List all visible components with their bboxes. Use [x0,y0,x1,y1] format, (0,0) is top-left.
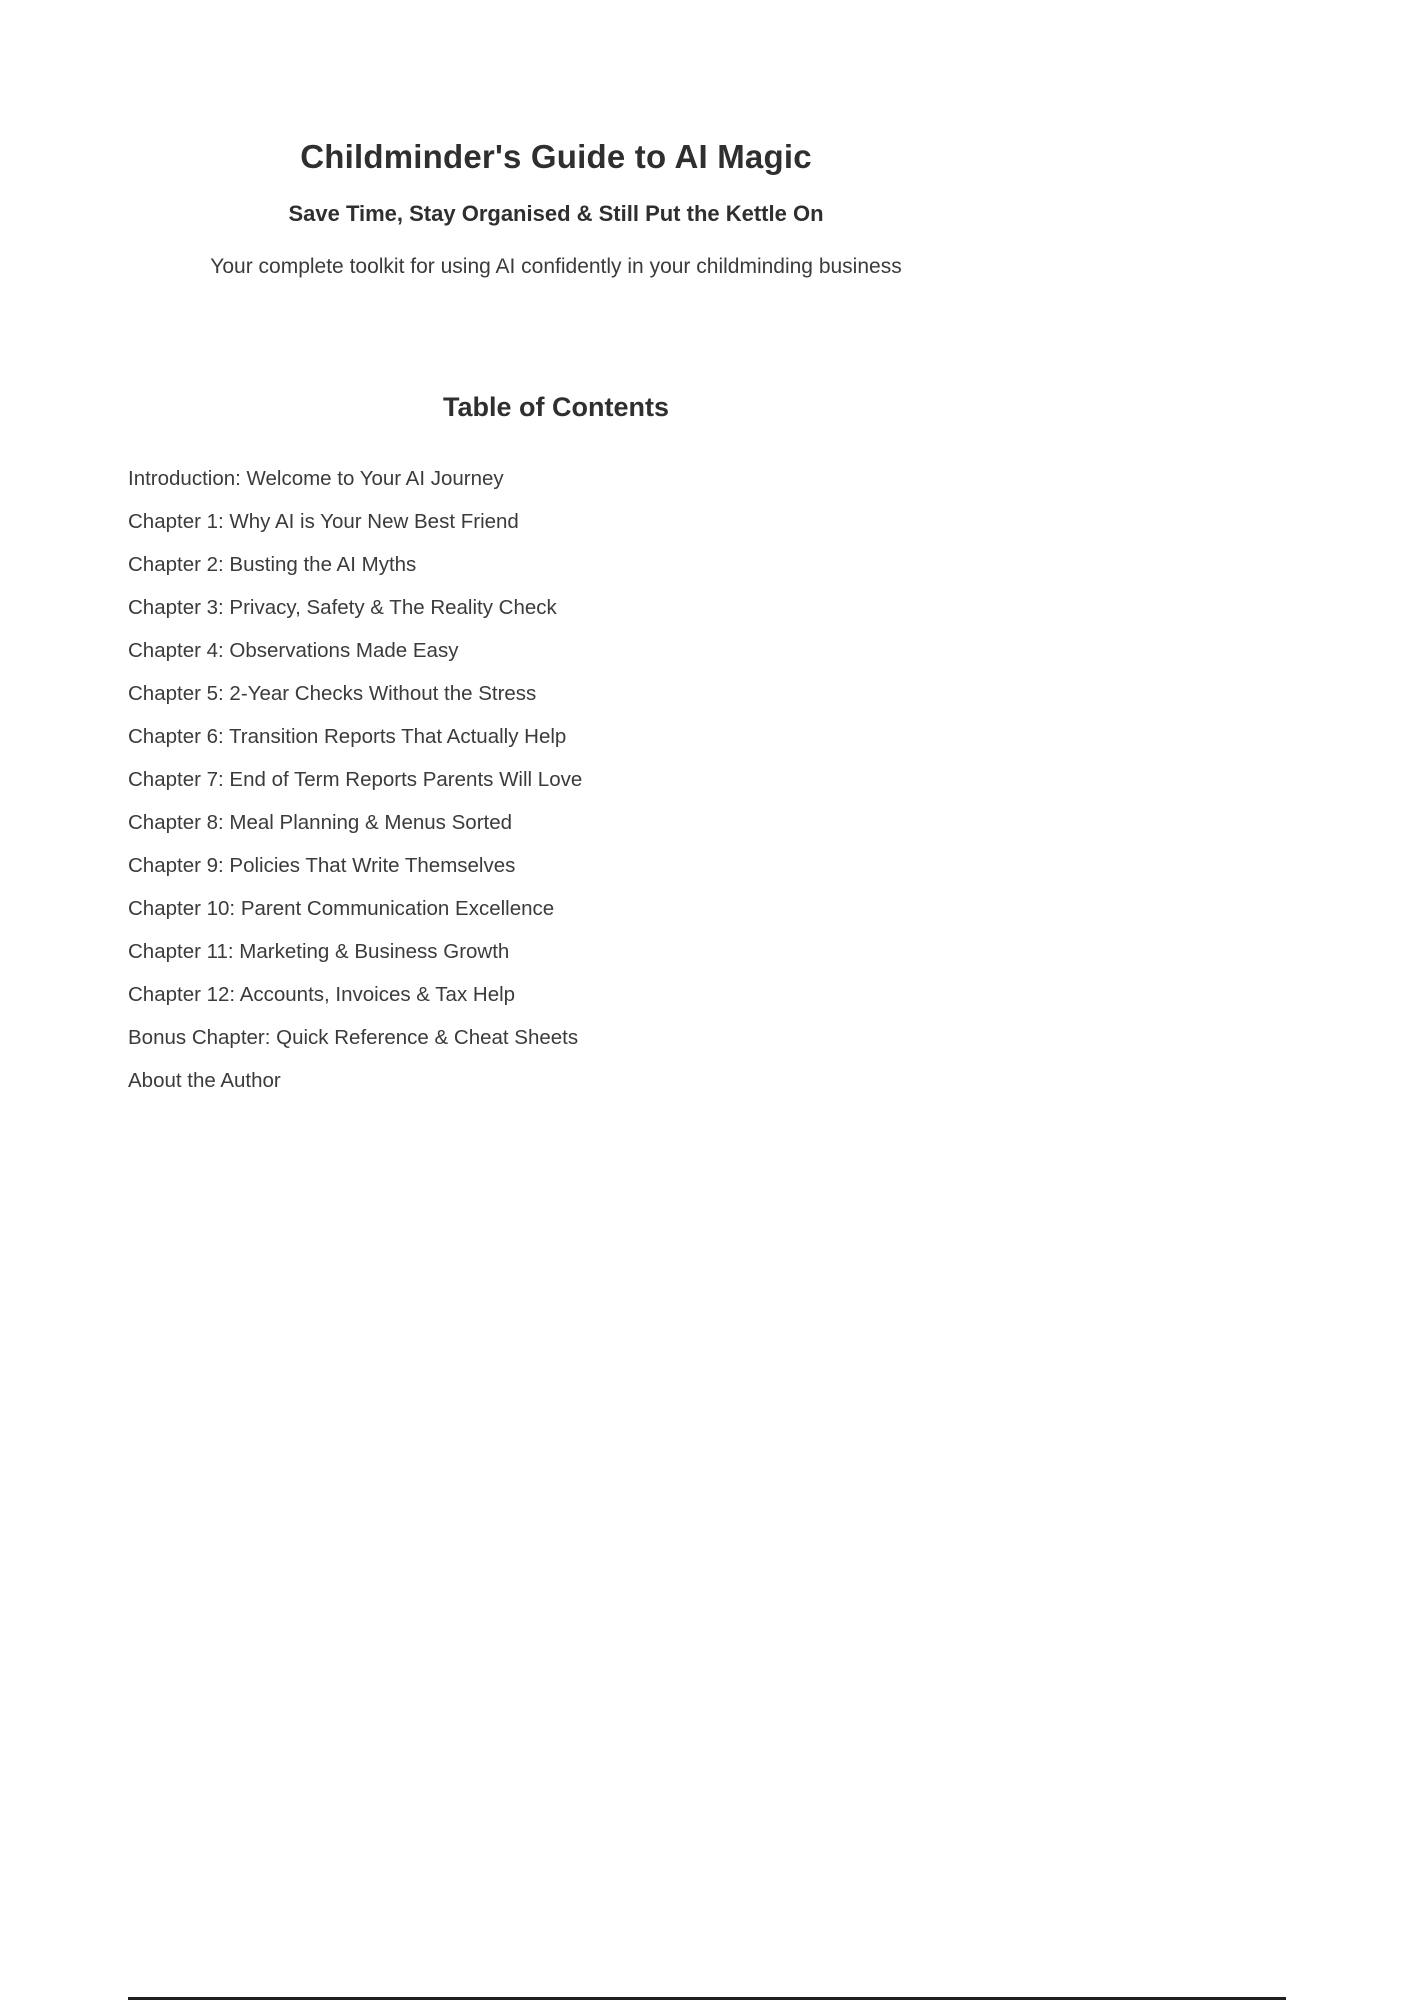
toc-item: Chapter 12: Accounts, Invoices & Tax Help [128,983,516,1006]
document-title: Childminder's Guide to AI Magic [300,138,812,175]
toc-item: About the Author [128,1069,281,1092]
toc-item: Chapter 11: Marketing & Business Growth [128,940,510,963]
toc-item: Chapter 4: Observations Made Easy [128,639,459,662]
toc-item: Chapter 9: Policies That Write Themselves [128,854,516,877]
toc-item: Chapter 8: Meal Planning & Menus Sorted [128,811,513,834]
toc-item: Chapter 6: Transition Reports That Actually Help [128,725,567,748]
toc-item: Chapter 10: Parent Communication Excellence [128,897,555,920]
toc-item: Chapter 7: End of Term Reports Parents Will Love [128,768,583,791]
document-tagline: Your complete toolkit for using AI confidently in your childminding business [210,255,902,278]
toc-item: Chapter 5: 2-Year Checks Without the Stress [128,682,537,705]
toc-item: Chapter 3: Privacy, Safety & The Reality Check [128,596,557,619]
page-content [128,0,984,1102]
toc-item: Chapter 2: Busting the AI Myths [128,553,417,576]
document-subtitle: Save Time, Stay Organised & Still Put the Kettle On [288,201,824,226]
toc-list [128,457,984,1102]
toc-item: Introduction: Welcome to Your AI Journey [128,467,504,490]
toc-heading: Table of Contents [443,392,669,422]
toc-item: Chapter 1: Why AI is Your New Best Friend [128,510,519,533]
toc-item: Bonus Chapter: Quick Reference & Cheat Sheets [128,1026,579,1049]
